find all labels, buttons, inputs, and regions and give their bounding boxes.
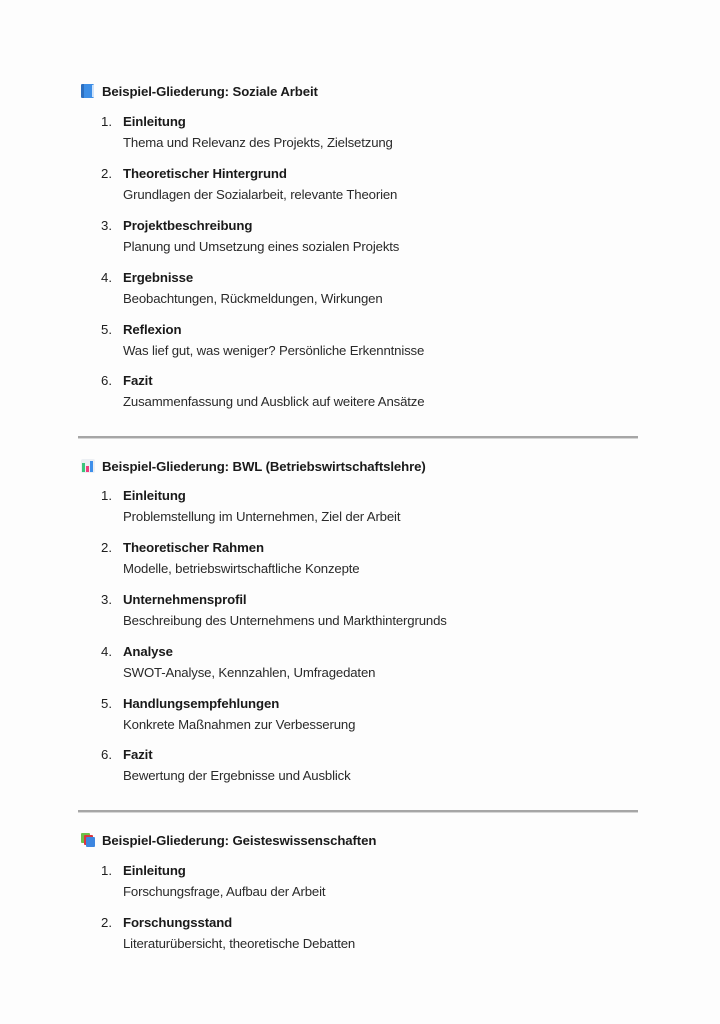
list-item [0, 164, 720, 208]
item-number: 6. [101, 747, 112, 762]
item-number: 4. [101, 270, 112, 285]
item-number: 2. [101, 915, 112, 930]
item-description: Grundlagen der Sozialarbeit, relevante Theorien [123, 187, 398, 202]
list-item [0, 861, 720, 905]
item-title: Projektbeschreibung [123, 218, 253, 233]
item-number: 5. [101, 696, 112, 711]
item-number: 6. [101, 373, 112, 388]
item-number: 2. [101, 540, 112, 555]
list-item [0, 371, 720, 415]
list-item [0, 694, 720, 738]
item-title: Fazit [123, 747, 153, 762]
list-item [0, 112, 720, 156]
item-title: Forschungsstand [123, 915, 233, 930]
item-title: Unternehmensprofil [123, 592, 247, 607]
list-item [0, 268, 720, 312]
item-description: Forschungsfrage, Aufbau der Arbeit [123, 884, 326, 899]
list-item [0, 745, 720, 789]
list-item [0, 642, 720, 686]
item-description: Beschreibung des Unternehmens und Markthintergrunds [123, 613, 447, 628]
item-description: Was lief gut, was weniger? Persönliche Erkenntnisse [123, 343, 425, 358]
item-number: 1. [101, 114, 112, 129]
list-item [0, 913, 720, 957]
blue-book-icon [80, 83, 96, 99]
item-description: Planung und Umsetzung eines sozialen Projekts [123, 239, 400, 254]
list-item [0, 590, 720, 634]
bar-chart-icon [80, 458, 96, 474]
item-title: Einleitung [123, 863, 186, 878]
list-item [0, 320, 720, 364]
section-heading [80, 456, 426, 476]
item-description: Beobachtungen, Rückmeldungen, Wirkungen [123, 291, 383, 306]
section-heading-text: Beispiel-Gliederung: BWL (Betriebswirtschaftslehre) [102, 458, 426, 474]
item-description: Thema und Relevanz des Projekts, Zielsetzung [123, 135, 393, 150]
item-title: Theoretischer Hintergrund [123, 166, 287, 181]
list-item [0, 486, 720, 530]
item-title: Fazit [123, 373, 153, 388]
books-icon [80, 832, 96, 848]
item-description: Zusammenfassung und Ausblick auf weitere Ansätze [123, 394, 425, 409]
section-heading-text: Beispiel-Gliederung: Soziale Arbeit [102, 83, 318, 99]
list-item [0, 216, 720, 260]
item-number: 5. [101, 322, 112, 337]
item-title: Ergebnisse [123, 270, 194, 285]
item-number: 2. [101, 166, 112, 181]
item-description: Konkrete Maßnahmen zur Verbesserung [123, 717, 356, 732]
section-heading [80, 81, 318, 101]
item-title: Analyse [123, 644, 173, 659]
item-description: Modelle, betriebswirtschaftliche Konzepte [123, 561, 360, 576]
item-description: Literaturübersicht, theoretische Debatten [123, 936, 356, 951]
item-number: 1. [101, 488, 112, 503]
item-number: 3. [101, 592, 112, 607]
item-title: Einleitung [123, 488, 186, 503]
item-number: 4. [101, 644, 112, 659]
section-divider [78, 436, 638, 439]
item-number: 3. [101, 218, 112, 233]
item-title: Handlungsempfehlungen [123, 696, 280, 711]
item-title: Einleitung [123, 114, 186, 129]
section-heading-text: Beispiel-Gliederung: Geisteswissenschaften [102, 832, 377, 848]
item-description: SWOT-Analyse, Kennzahlen, Umfragedaten [123, 665, 376, 680]
item-title: Theoretischer Rahmen [123, 540, 264, 555]
item-title: Reflexion [123, 322, 182, 337]
list-item [0, 538, 720, 582]
item-description: Problemstellung im Unternehmen, Ziel der Arbeit [123, 509, 401, 524]
section-heading [80, 830, 376, 850]
section-divider [78, 810, 638, 813]
item-number: 1. [101, 863, 112, 878]
item-description: Bewertung der Ergebnisse und Ausblick [123, 768, 351, 783]
